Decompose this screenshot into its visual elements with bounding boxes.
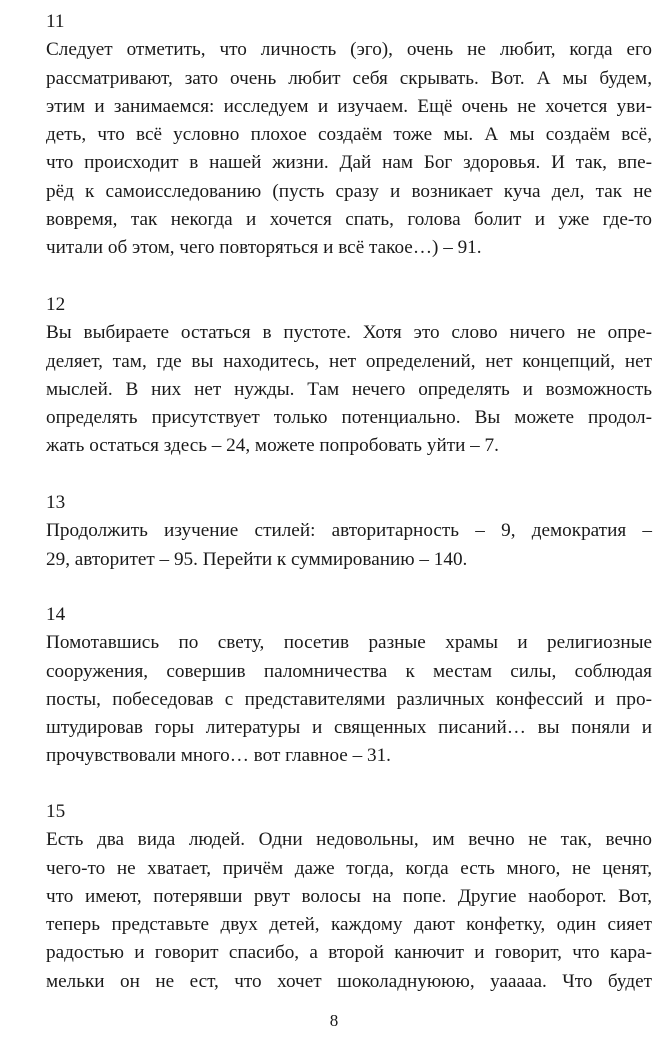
- text-line: деляет, там, где вы находитесь, нет определений, нет концепций, нет: [46, 350, 652, 372]
- text-line: рассматривают, зато очень любит себя скрывать. Вот. А мы будем,: [46, 67, 652, 89]
- text-line: этим и занимаемся: исследуем и изучаем. Ещё очень не хочется уви-: [46, 95, 652, 117]
- text-line: деть, что всё условно плохое создаём тоже мы. А мы создаём всё,: [46, 124, 652, 146]
- section-15: [46, 798, 652, 996]
- text-line: Следует отметить, что личность (эго), очень не любит, когда его: [46, 39, 652, 61]
- text-line: Есть два вида людей. Одни недовольны, им вечно не так, вечно: [46, 829, 652, 851]
- text-line: прочувствовали много… вот главное – 31.: [46, 745, 391, 767]
- section-14: [46, 601, 652, 771]
- text-line: жать остаться здесь – 24, можете попробовать уйти – 7.: [46, 435, 499, 457]
- section-number: 13: [46, 492, 66, 513]
- text-line: штудировав горы литературы и священных писаний… вы поняли и: [46, 717, 652, 739]
- text-line: Вы выбираете остаться в пустоте. Хотя это слово ничего не опре-: [46, 322, 652, 344]
- section-number: 14: [46, 604, 66, 625]
- page-number: 8: [329, 1011, 339, 1030]
- section-number: 12: [46, 294, 66, 315]
- text-line: читали об этом, чего повторяться и всё такое…) – 91.: [46, 237, 482, 259]
- text-line: сооружения, совершив паломничества к местам силы, соблюдая: [46, 660, 652, 682]
- text-line: Продолжить изучение стилей: авторитарность – 9, демократия –: [46, 520, 652, 542]
- text-line: 29, авторитет – 95. Перейти к суммированию – 140.: [46, 548, 468, 570]
- text-line: мельки он не ест, что хочет шоколаднуююю, уааааа. Что будет: [46, 970, 652, 992]
- text-line: посты, побеседовав с представителями различных конфессий и про-: [46, 688, 652, 710]
- text-line: вовремя, так некогда и хочется спать, голова болит и уже где-то: [46, 209, 652, 231]
- text-line: чего-то не хватает, причём даже тогда, когда есть много, не ценят,: [46, 857, 652, 879]
- section-11: [46, 8, 652, 263]
- text-line: что происходит в нашей жизни. Дай нам Бог здоровья. И так, впе-: [46, 152, 652, 174]
- text-line: что имеют, потерявши рвут волосы на попе. Другие наоборот. Вот,: [46, 885, 652, 907]
- text-line: мыслей. В них нет нужды. Там нечего определять и возможность: [46, 378, 652, 400]
- text-line: Помотавшись по свету, посетив разные храмы и религиозные: [46, 632, 652, 654]
- text-line: теперь представьте двух детей, каждому дают конфетку, один сияет: [46, 914, 652, 936]
- section-number: 15: [46, 801, 66, 822]
- section-number: 11: [46, 11, 65, 32]
- text-line: определять присутствует только потенциально. Вы можете продол-: [46, 407, 652, 429]
- section-12: [46, 291, 652, 461]
- section-13: [46, 489, 652, 574]
- text-line: радостью и говорит спасибо, а второй канючит и говорит, что кара-: [46, 942, 652, 964]
- text-line: рёд к самоисследованию (пусть сразу и возникает куча дел, так не: [46, 180, 652, 202]
